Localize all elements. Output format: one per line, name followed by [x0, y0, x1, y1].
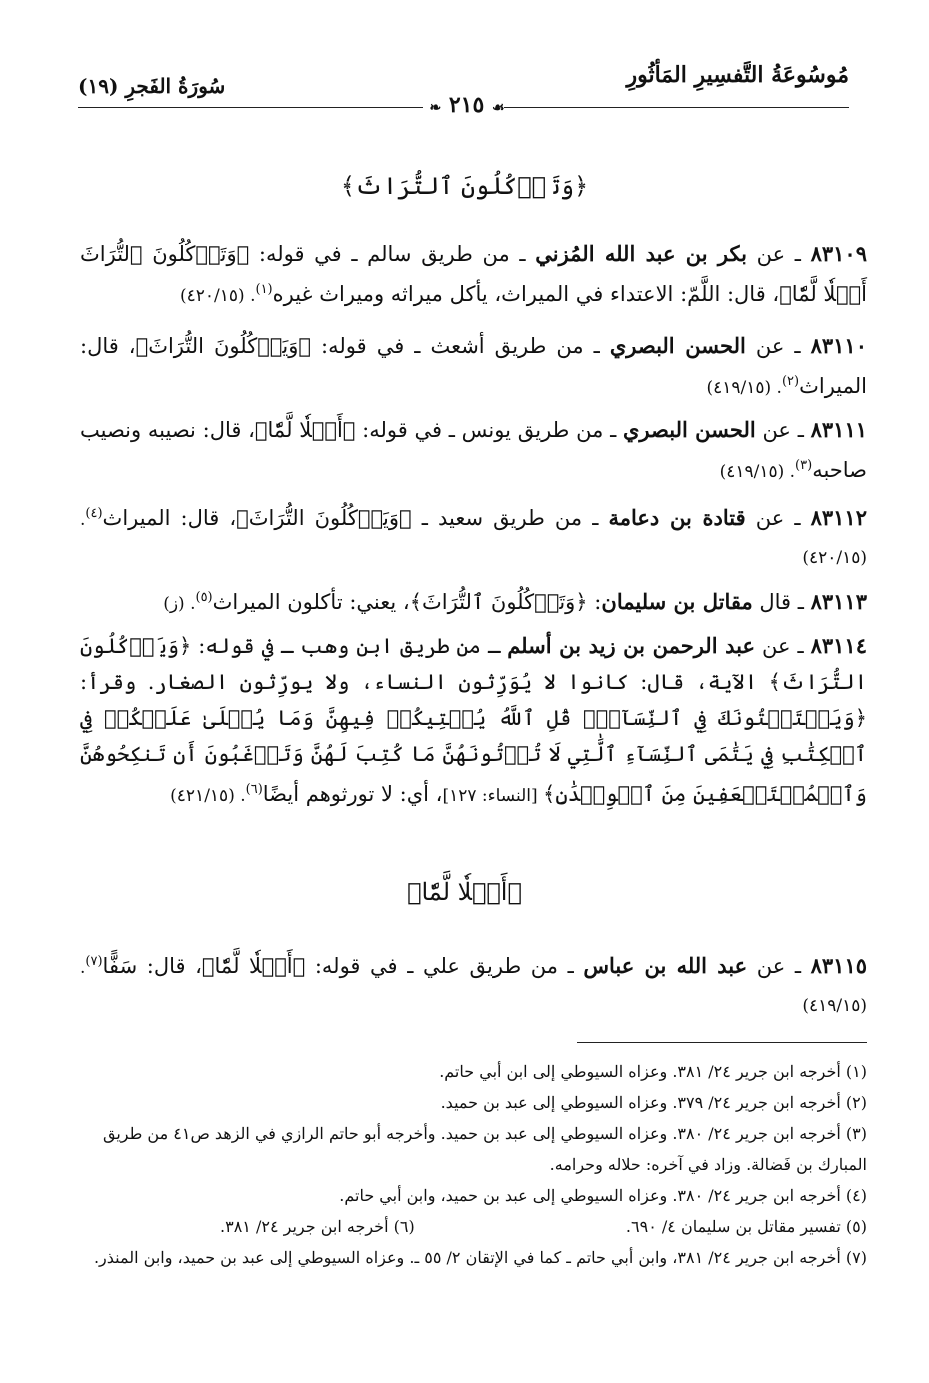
- entry-text: ـ من طريق ابن وهب ـ في قوله:: [191, 634, 508, 658]
- quran-quote: ﴿أَكۡلٗا لَّمّٗا﴾: [254, 418, 356, 442]
- entry-83111: [80, 412, 867, 490]
- entry-number: ٨٣١٠٩: [810, 241, 867, 266]
- volume-ref: . (٤٢١/١٥): [170, 786, 246, 806]
- entry-text: ـ من طريق أشعث ـ في قوله:: [311, 334, 610, 358]
- quran-quote: ﴿وَيَسۡتَفۡتُونَكَ فِي ٱلنِّسَآءِۖ قُلِ ٱللَّهُ يُفۡتِيكُمۡ فِيهِنَّ وَمَا يُتۡلَىٰ عَلَيۡكُمۡ فِي ٱلۡكِتَٰبِ فِي يَتَٰمَى ٱلنِّسَآءِ ٱلَّٰتِي لَا تُؤۡتُونَهُنَّ مَا كُتِبَ لَهُنَّ وَتَرۡغَبُونَ أَن تَنكِحُوهُنَّ وَٱلۡمُسۡتَضۡعَفِينَ مِنَ ٱلۡوِلۡدَٰنِ﴾: [80, 706, 867, 806]
- entry-text: ـ من طريق علي ـ في قوله:: [305, 954, 584, 978]
- footnote-7: (٧) أخرجه ابن جرير ٢٤/ ٣٨١، وابن أبي حاتم ـ كما في الإتقان ٢/ ٥٥ ـ. وعزاه السيوطي إلى عبد بن حميد، وابن المنذر.: [93, 1248, 867, 1267]
- entry-text: ، قال: الميراث: [80, 334, 867, 398]
- entry-number: ٨٣١١٠: [810, 333, 867, 358]
- narrator-name: عبد الرحمن بن زيد بن أسلم: [507, 633, 756, 658]
- entry-text: ـ عن: [745, 506, 811, 530]
- footnote-marker: (١): [255, 282, 273, 297]
- section-heading-1: ﴿وَتَأۡكُلُونَ ٱلتُّرَاثَ﴾: [340, 172, 589, 200]
- narrator-name: الحسن البصري: [609, 333, 746, 358]
- quran-quote: ﴿وَيَأۡكُلُونَ التُّرَاثَ﴾: [80, 634, 867, 694]
- narrator-name: مقاتل بن سليمان: [601, 589, 753, 614]
- entry-text: ـ من طريق سالم ـ في قوله:: [249, 242, 536, 266]
- footnotes: [80, 1056, 867, 1273]
- entry-text: ، أي: لا تورثوهم أيضًا: [262, 782, 443, 806]
- quran-quote: ﴿وَيَأۡكُلُونَ التُّرَاثَ﴾: [236, 506, 412, 530]
- footnote-marker: (٦): [245, 782, 263, 797]
- footnote-3: (٣) أخرجه ابن جرير ٢٤/ ٣٨٠. وعزاه السيوطي إلى عبد بن حميد. وأخرجه أبو حاتم الرازي في الزهد ص٤١ من طريق المبارك بن فَضالة. وزاد في آخره: حلاله وحرامه.: [102, 1124, 867, 1174]
- footnote-row-5-6: [80, 1211, 867, 1242]
- footnote-4: (٤) أخرجه ابن جرير ٢٤/ ٣٨٠. وعزاه السيوطي إلى عبد بن حميد، وابن أبي حاتم.: [339, 1186, 867, 1205]
- header-rule-right: [504, 107, 849, 108]
- surah-ref: [النساء: ١٢٧]: [442, 786, 544, 806]
- entry-text: ، قال: سَفًّا: [102, 954, 202, 978]
- footnote-marker: (٧): [85, 954, 103, 969]
- quran-quote: ﴿وَتَأۡكُلُونَ ٱلتُّرَاثَ﴾: [409, 590, 588, 614]
- footnote-marker: (٥): [195, 590, 213, 605]
- entry-text: ـ عن: [746, 242, 811, 266]
- narrator-name: عبد الله بن عباس: [583, 953, 748, 978]
- entry-text: الآية، قال: كانوا لا يُوَرِّثون النساء، ولا يورِّثون الصغار. وقرأ:: [80, 670, 769, 694]
- entry-text: ـ من طريق سعيد ـ: [411, 506, 609, 530]
- volume-ref: . (٤١٩/١٥): [719, 462, 796, 482]
- footnote-6: (٦) أخرجه ابن جرير ٢٤/ ٣٨١.: [220, 1217, 415, 1236]
- quran-quote: ﴿أَكۡلٗا لَّمّٗا﴾: [201, 954, 306, 978]
- entry-text: :: [587, 590, 602, 614]
- footnote-2: (٢) أخرجه ابن جرير ٢٤/ ٣٧٩. وعزاه السيوطي إلى عبد بن حميد.: [440, 1093, 867, 1112]
- entry-83110: [80, 328, 867, 406]
- entry-text: ـ عن: [745, 334, 811, 358]
- entry-83112: [80, 496, 867, 576]
- entry-text: ـ عن: [747, 954, 811, 978]
- footnote-marker: (٣): [795, 458, 813, 473]
- entry-text: ، قال: نصيبه ونصيب صاحبه: [80, 418, 867, 482]
- entry-83109: [80, 236, 867, 314]
- entry-number: ٨٣١١٤: [810, 633, 867, 658]
- entry-83115: [80, 944, 867, 1024]
- quran-quote: ﴿وَيَأۡكُلُونَ التُّرَاثَ﴾: [135, 334, 312, 358]
- footnote-marker: (٤): [85, 506, 103, 521]
- book-title: مُوسُوعَةُ التَّفسِيرِ المَأثُورِ: [626, 62, 849, 88]
- volume-ref: . (٤١٩/١٥): [706, 378, 782, 398]
- entry-text: ، يعني: تأكلون الميراث: [212, 590, 410, 614]
- volume-ref: . (٤١٩/١٥): [80, 958, 867, 1016]
- volume-ref: . (ز): [163, 594, 196, 614]
- entry-text: ـ من طريق يونس ـ في قوله:: [355, 418, 623, 442]
- entry-number: ٨٣١١١: [810, 417, 868, 442]
- page-number-block: [422, 92, 512, 118]
- entry-text: ، قال: الميراث: [102, 506, 237, 530]
- volume-ref: . (٤٢٠/١٥): [180, 286, 256, 306]
- page-number: ٢١٥: [448, 92, 485, 118]
- footnote-marker: (٢): [781, 374, 800, 389]
- entry-number: ٨٣١١٥: [810, 953, 868, 978]
- footnote-separator: [577, 1042, 867, 1043]
- narrator-name: بكر بن عبد الله المُزني: [535, 241, 747, 266]
- entry-text: ، قال: اللَّمّ: الاعتداء في الميراث، يأكل ميراثه وميراث غيره: [272, 282, 780, 306]
- entry-text: ـ قال: [752, 590, 811, 614]
- narrator-name: قتادة بن دعامة: [608, 505, 746, 530]
- narrator-name: الحسن البصري: [623, 417, 756, 442]
- ornament-icon: ❧: [429, 100, 442, 116]
- header-rule-left: [78, 107, 423, 108]
- quran-quote: ﴿وَتَأۡكُلُونَ ٱلتُّرَاثَ أَكۡلٗا لَّمّٗا﴾: [80, 242, 867, 306]
- footnote-1: (١) أخرجه ابن جرير ٢٤/ ٣٨١. وعزاه السيوطي إلى ابن أبي حاتم.: [439, 1062, 867, 1081]
- entry-number: ٨٣١١٣: [810, 589, 867, 614]
- entry-83113: [80, 580, 867, 622]
- volume-ref: . (٤٢٠/١٥): [80, 510, 867, 568]
- entry-83114: [80, 628, 867, 814]
- footnote-5: (٥) تفسير مقاتل بن سليمان ٤/ ٦٩٠.: [625, 1217, 867, 1236]
- entry-text: ـ عن: [755, 634, 811, 658]
- entry-text: ـ عن: [755, 418, 811, 442]
- entry-number: ٨٣١١٢: [810, 505, 867, 530]
- ornament-icon: ☙: [491, 100, 505, 116]
- surah-title: سُورَةُ الفَجرِ (١٩): [78, 74, 226, 98]
- section-heading-2: ﴿أَكۡلٗا لَّمّٗا﴾: [407, 878, 522, 906]
